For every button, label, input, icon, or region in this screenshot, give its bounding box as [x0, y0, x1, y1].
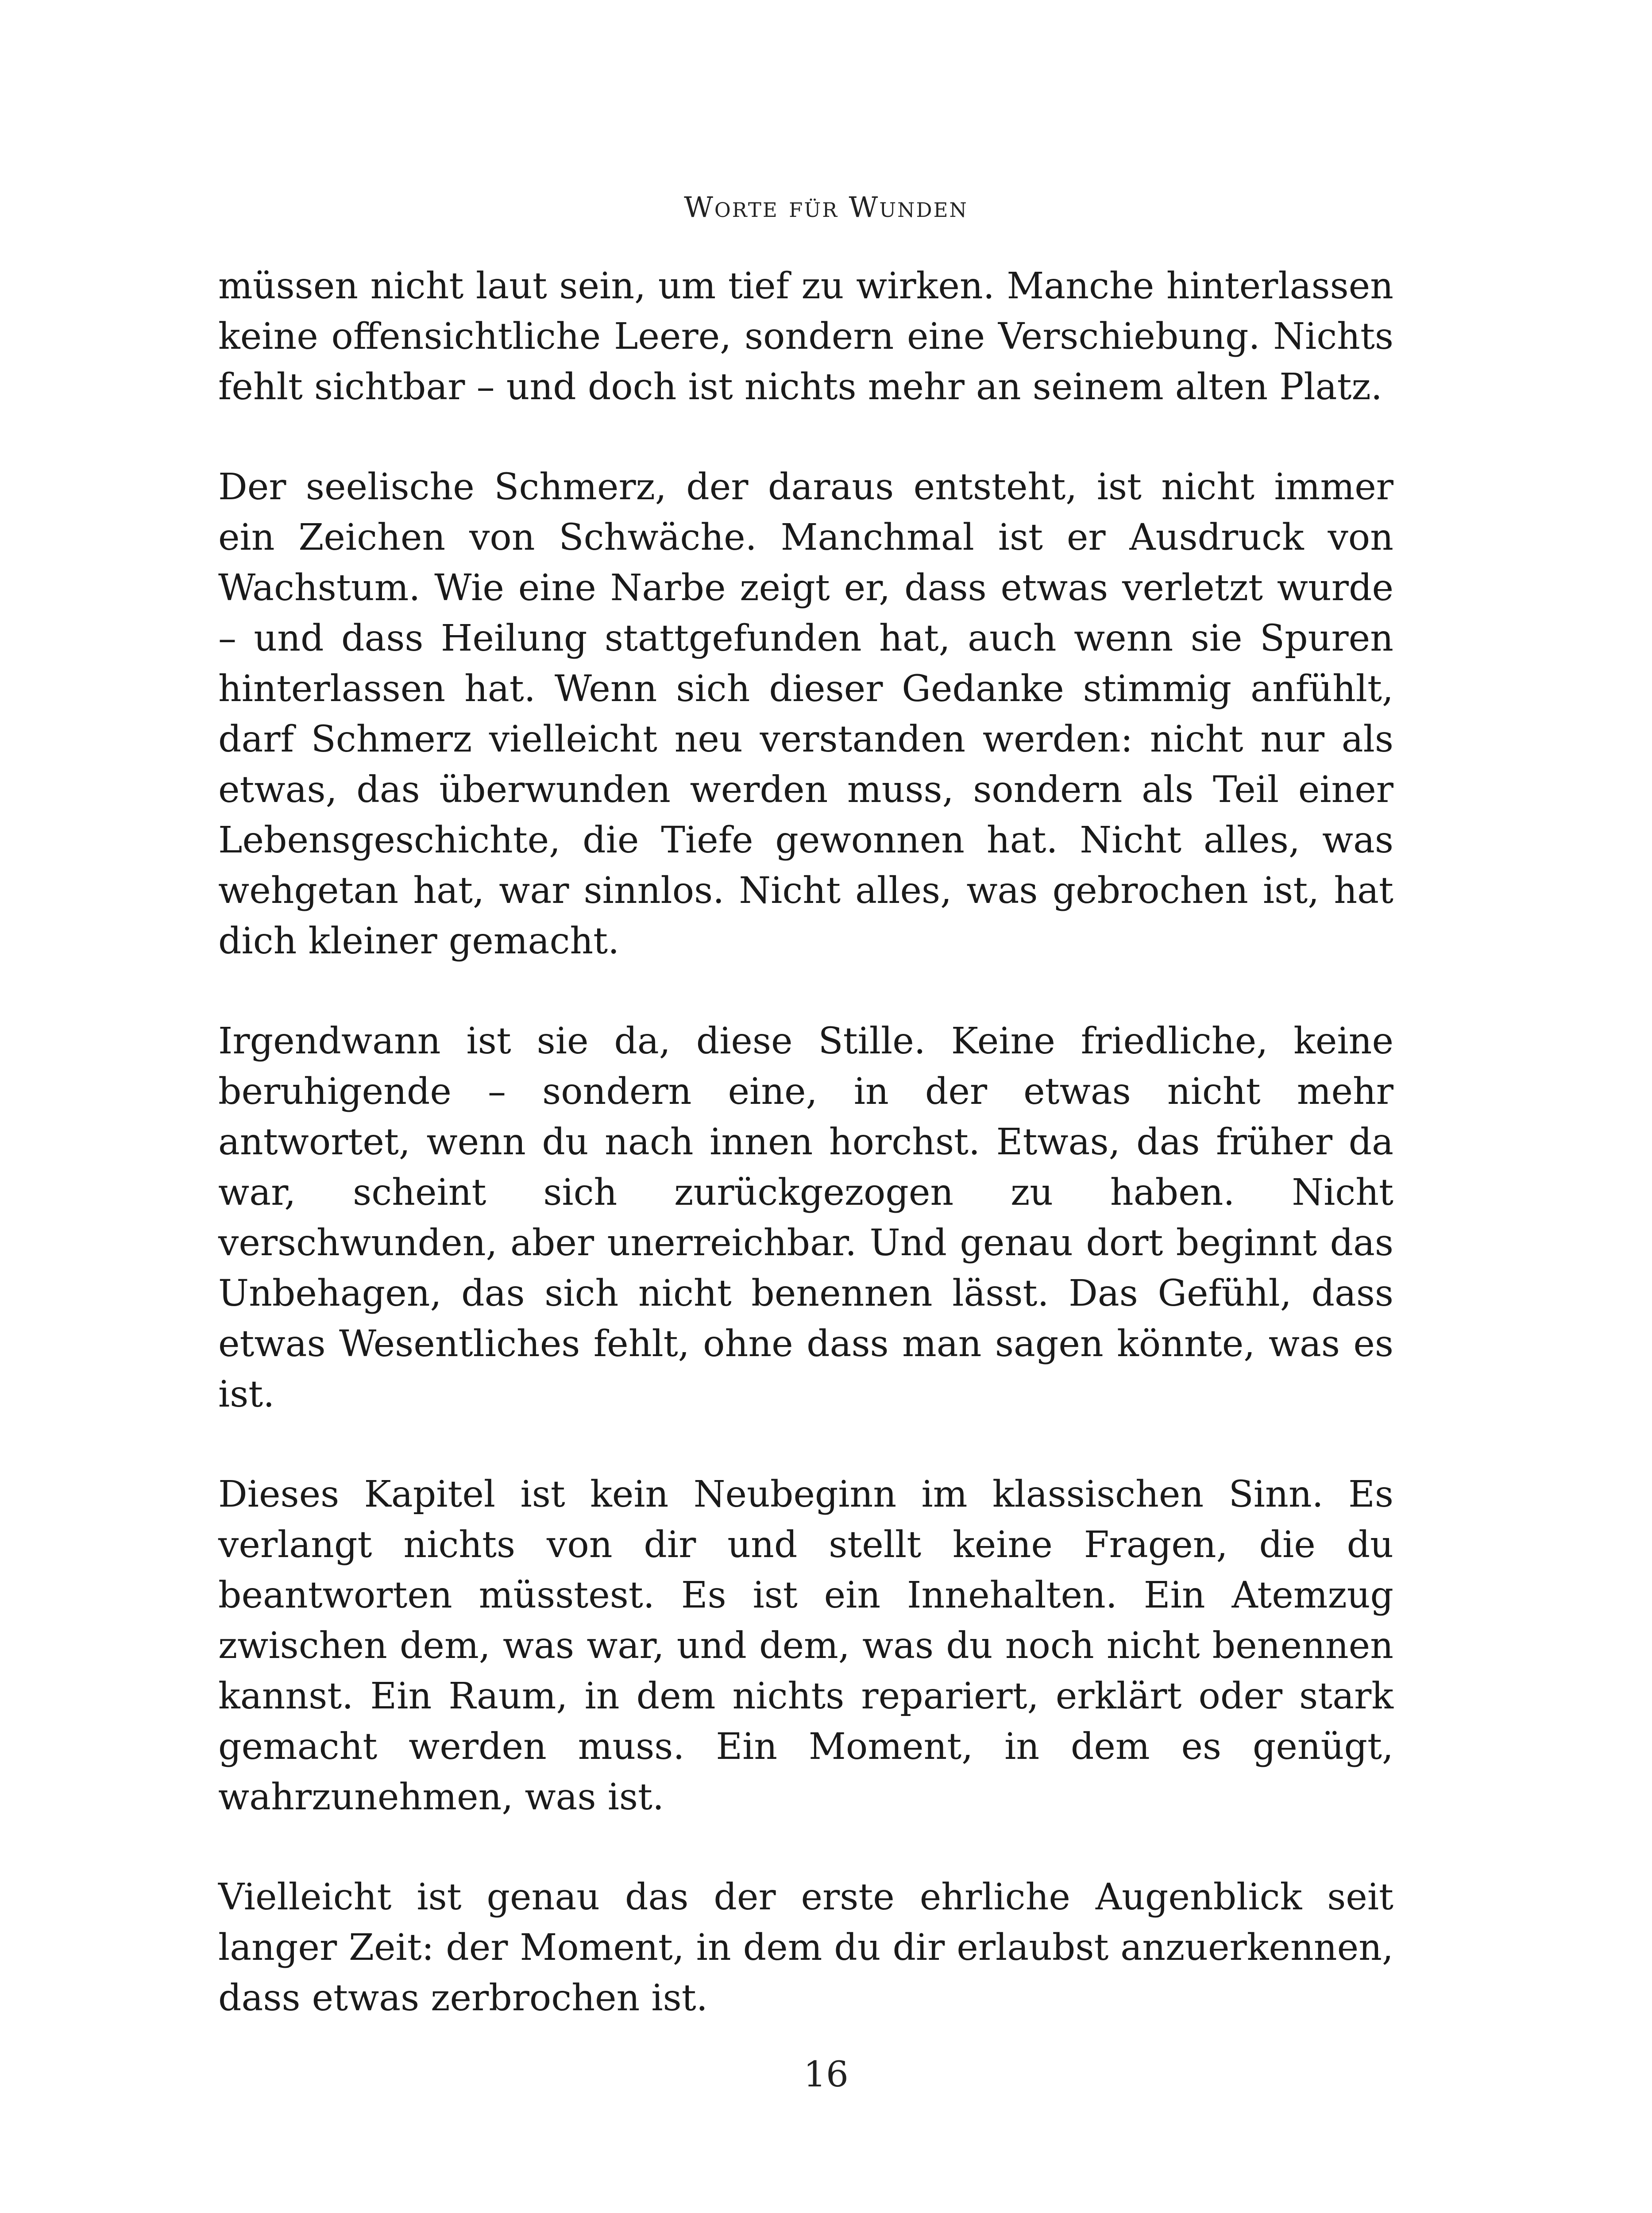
- body-text: [218, 261, 1393, 2073]
- paragraph: Dieses Kapitel ist kein Neubeginn im klassischen Sinn. Es verlangt nichts von dir und stellt keine Fragen, die du beantworten müsstest. Es ist ein Innehalten. Ein Atemzug zwischen dem, was war, und dem, was du noch nicht benennen kannst. Ein Raum, in dem nichts repariert, erklärt oder stark gemacht werden muss. Ein Moment, in dem es genügt, wahrzunehmen, was ist.: [218, 1473, 1393, 1818]
- paragraph: Irgendwann ist sie da, diese Stille. Keine friedliche, keine beruhigende – sondern eine, in der etwas nicht mehr antwortet, wenn du nach innen horchst. Etwas, das früher da war, scheint sich zurückgezogen zu haben. Nicht verschwunden, aber unerreichbar. Und genau dort beginnt das Unbehagen, das sich nicht benennen lässt. Das Gefühl, dass etwas Wesentliches fehlt, ohne dass man sagen könnte, was es ist.: [218, 1020, 1393, 1415]
- paragraph: müssen nicht laut sein, um tief zu wirken. Manche hinterlassen keine offensichtliche Leere, sondern eine Verschiebung. Nichts fehlt sichtbar – und doch ist nichts mehr an seinem alten Platz.: [218, 265, 1393, 408]
- paragraph: Vielleicht ist genau das der erste ehrliche Augenblick seit langer Zeit: der Moment, in dem du dir erlaubst anzuerkennen, dass etwas zerbrochen ist.: [218, 1876, 1393, 2019]
- page-number: 16: [803, 2054, 849, 2095]
- paragraph: Der seelische Schmerz, der daraus entsteht, ist nicht immer ein Zeichen von Schwäche. Manchmal ist er Ausdruck von Wachstum. Wie eine Narbe zeigt er, dass etwas verletzt wurde – und dass Heilung stattgefunden hat, auch wenn sie Spuren hinterlassen hat. Wenn sich dieser Gedanke stimmig anfühlt, darf Schmerz vielleicht neu verstanden werden: nicht nur als etwas, das überwunden werden muss, sondern als Teil einer Lebensgeschichte, die Tiefe gewonnen hat. Nicht alles, was wehgetan hat, war sinnlos. Nicht alles, was gebrochen ist, hat dich kleiner gemacht.: [218, 466, 1393, 962]
- running-header: Worte für Wunden: [684, 191, 968, 224]
